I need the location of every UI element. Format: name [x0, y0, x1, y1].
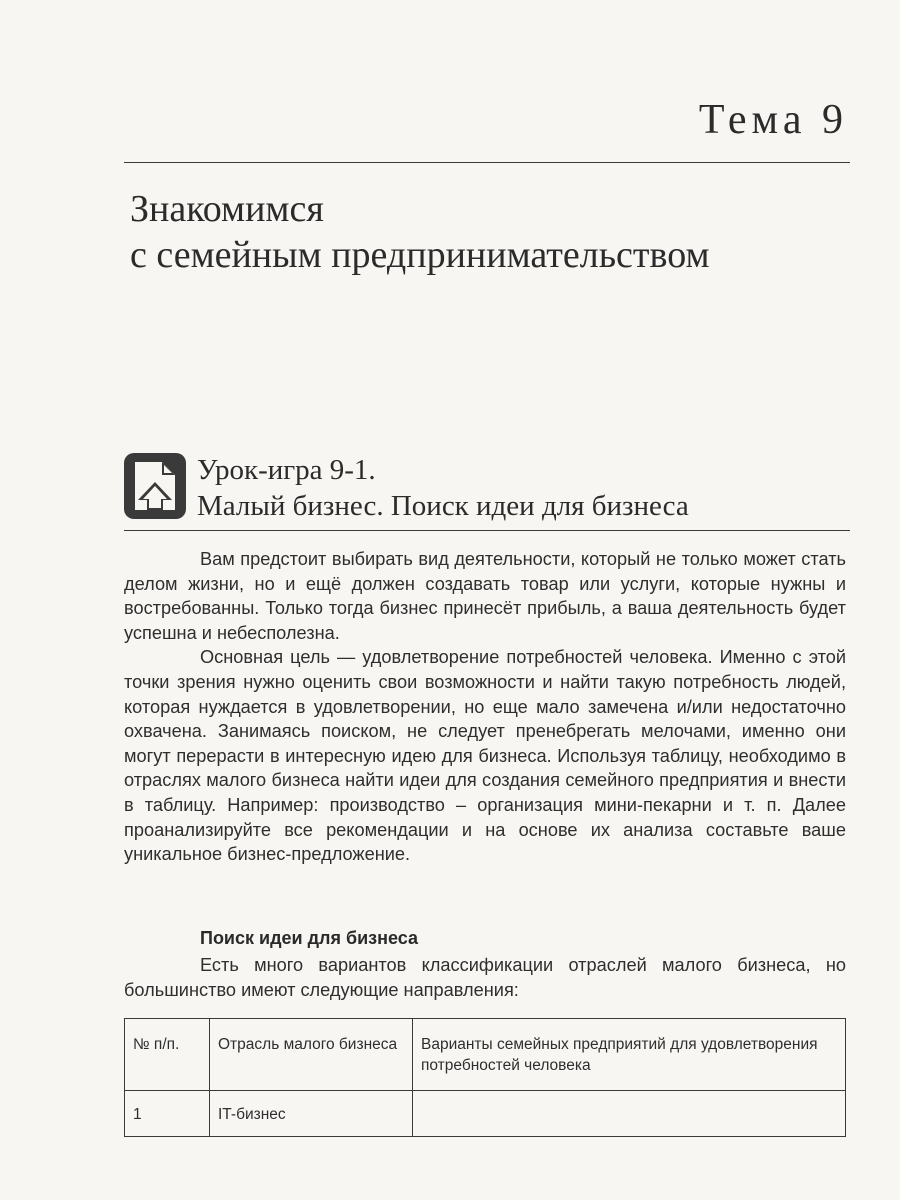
body-paragraph: Вам предстоит выбирать вид деятельности, который не только может стать делом жизни, но и ещё должен создавать товар или услуги, которые нужны и востребованны. Только тогда бизнес принесёт прибыль, а ваша деятельность будет успешна и небесполезна. — [124, 549, 846, 643]
document-arrow-icon — [122, 451, 188, 521]
table-cell-variants[interactable] — [413, 1091, 846, 1137]
lesson-rule — [124, 530, 850, 531]
table-cell-industry: IT-бизнес — [210, 1091, 413, 1137]
table-row — [125, 1091, 846, 1137]
section-heading: Поиск идеи для бизнеса — [200, 928, 418, 948]
business-ideas-table — [124, 1018, 846, 1137]
topic-label: Тема 9 — [698, 97, 848, 143]
table-cell-number: 1 — [125, 1091, 210, 1137]
chapter-title-line1: Знакомимся — [130, 188, 324, 230]
section-intro-text: Есть много вариантов классификации отраслей малого бизнеса, но большинство имеют следующие направления: — [124, 955, 846, 1000]
table-header-variants: Варианты семейных предприятий для удовлетворения потребностей человека — [413, 1019, 846, 1091]
section-intro — [124, 953, 846, 1002]
top-rule — [124, 162, 850, 163]
lesson-title-line1: Урок-игра 9-1. — [197, 454, 376, 486]
chapter-title-line2: с семейным предпринимательством — [130, 234, 710, 276]
table-header-industry: Отрасль малого бизнеса — [210, 1019, 413, 1091]
table-header-row — [125, 1019, 846, 1091]
lesson-title — [197, 452, 857, 524]
table-header-number: № п/п. — [125, 1019, 210, 1091]
body-paragraph: Основная цель — удовлетворение потребностей человека. Именно с этой точки зрения нужно оценить свои возможности и найти такую потребность людей, которая нуждается в удовлетворении, но еще мало замечена и/или недостаточно охвачена. Занимаясь поиском, не следует пренебрегать мелочами, именно они могут перерасти в интересную идею для бизнеса. Используя таблицу, необходимо в отраслях малого бизнеса найти идеи для создания семейного предприятия и внести в таблицу. Например: производство – организация мини-пекарни и т. п. Далее проанализируйте все рекомендации и на основе их анализа составьте ваше уникальное бизнес-предложение. — [124, 647, 846, 865]
chapter-title — [130, 186, 870, 278]
lesson-title-line2: Малый бизнес. Поиск идеи для бизнеса — [197, 490, 689, 522]
body-text — [124, 547, 846, 867]
